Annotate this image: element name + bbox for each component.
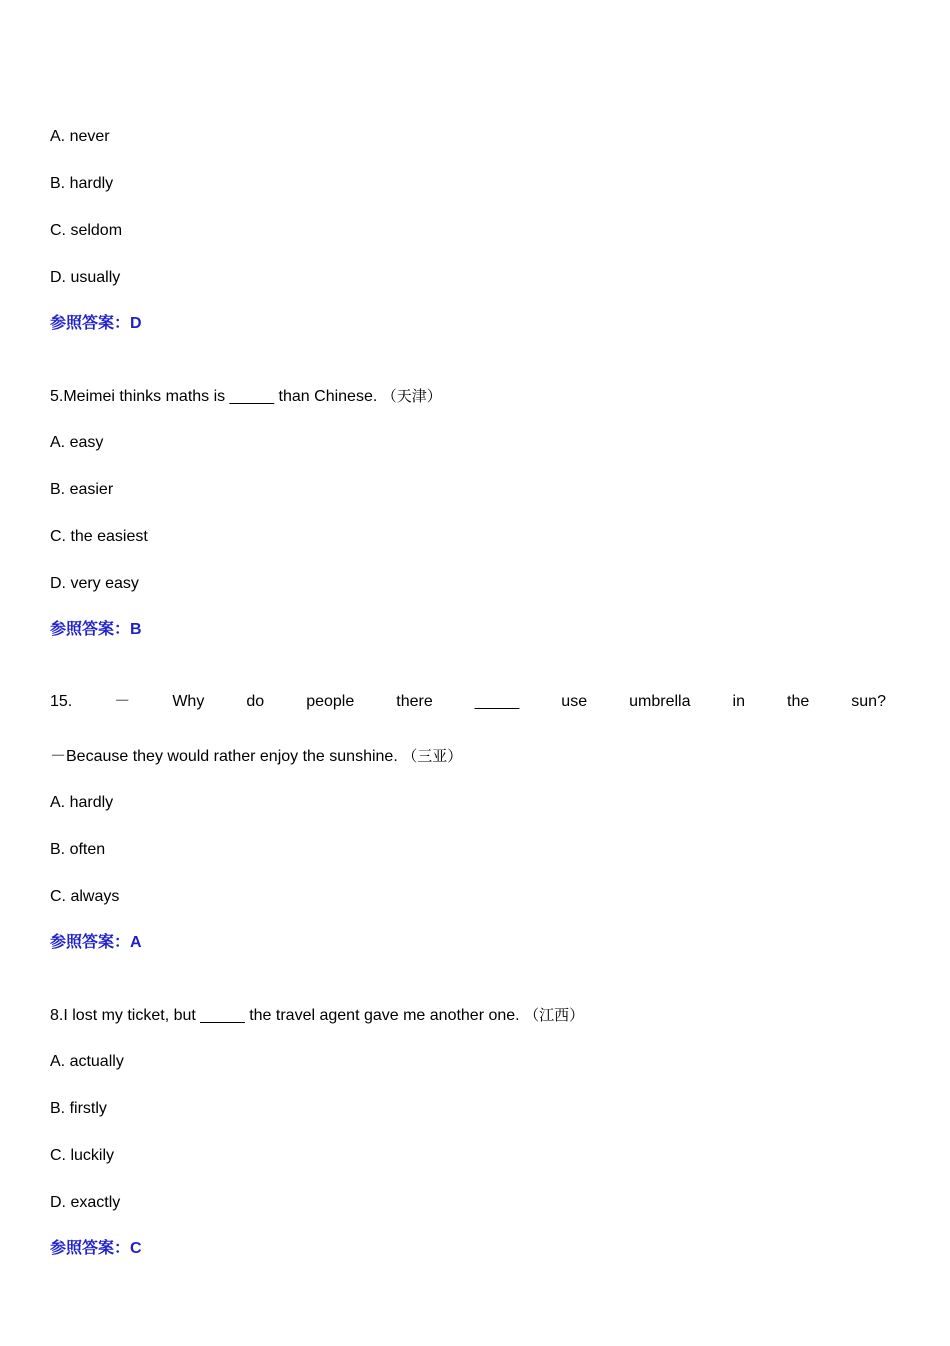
option-b: B. often xyxy=(50,841,106,858)
stem-word: － xyxy=(114,693,131,710)
question-stem xyxy=(50,1005,584,1025)
stem-word: 15. xyxy=(50,693,73,710)
question-stem-continued xyxy=(50,746,462,766)
option-d: D. usually xyxy=(50,269,121,286)
question-text: －Because they would rather enjoy the sunshine. xyxy=(50,748,398,765)
option-b: B. hardly xyxy=(50,175,114,192)
stem-word: sun? xyxy=(851,693,886,710)
stem-word: the xyxy=(787,693,810,710)
option-d: D. exactly xyxy=(50,1194,121,1211)
reference-answer: 参照答案：B xyxy=(50,621,142,638)
question-source: （江西） xyxy=(524,1006,585,1024)
option-d: D. very easy xyxy=(50,575,139,592)
stem-word: do xyxy=(246,693,265,710)
stem-word: umbrella xyxy=(629,693,691,710)
question-stem xyxy=(50,386,442,406)
question-source: （天津） xyxy=(381,387,442,405)
question-source: （三亚） xyxy=(402,747,463,765)
stem-word: _____ xyxy=(474,693,520,710)
option-b: B. easier xyxy=(50,481,114,498)
option-c: C. always xyxy=(50,888,120,905)
question-text: 5.Meimei thinks maths is _____ than Chinese. xyxy=(50,388,378,405)
stem-word: people xyxy=(306,693,355,710)
stem-word: Why xyxy=(172,693,205,710)
reference-answer: 参照答案：D xyxy=(50,315,142,332)
stem-word: use xyxy=(561,693,588,710)
option-a: A. easy xyxy=(50,434,104,451)
option-a: A. hardly xyxy=(50,794,114,811)
option-c: C. seldom xyxy=(50,222,123,239)
stem-word: there xyxy=(396,693,433,710)
reference-answer: 参照答案：C xyxy=(50,1240,142,1257)
option-b: B. firstly xyxy=(50,1100,107,1117)
option-c: C. luckily xyxy=(50,1147,115,1164)
option-a: A. actually xyxy=(50,1053,124,1070)
question-stem xyxy=(50,692,886,712)
option-c: C. the easiest xyxy=(50,528,148,545)
stem-word: in xyxy=(732,693,745,710)
question-text: 8.I lost my ticket, but _____ the travel agent gave me another one. xyxy=(50,1007,520,1024)
reference-answer: 参照答案：A xyxy=(50,934,142,951)
option-a: A. never xyxy=(50,128,110,145)
